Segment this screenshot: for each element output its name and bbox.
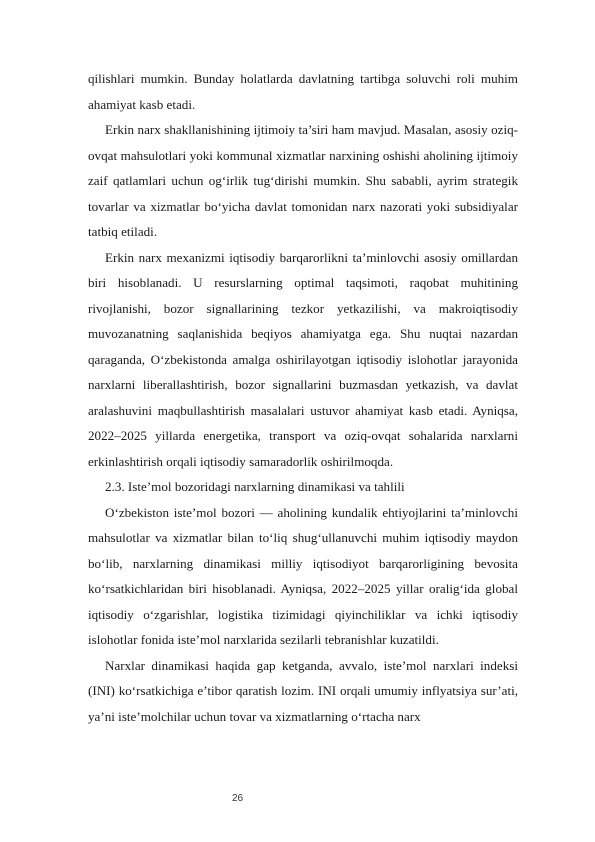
paragraph-social-impact: Erkin narx shakllanishining ijtimoiy ta’siri ham mavjud. Masalan, asosiy oziq-ovqat mahsulotlari yoki kommunal xizmatlar narxining oshishi aholining ijtimoiy zaif qatlamlari uchun og‘irlik tug‘dirishi mumkin. Shu sababli, ayrim strategik tovarlar va xizmatlar bo‘yicha davlat tomonidan narx nazorati yoki subsidiyalar tatbiq etiladi. — [88, 122, 518, 239]
page-number: 26 — [232, 793, 244, 804]
paragraph-price-dynamics: Narxlar dinamikasi haqida gap ketganda, avvalo, iste’mol narxlari indeksi (INI) ko‘rsatkichiga e’tibor qaratish lozim. INI orqali umumiy inflyatsiya sur’ati, ya’ni iste’molchilar uchun tovar va xizmatlarning o‘rtacha narx — [88, 657, 518, 724]
document-body — [88, 66, 518, 729]
paragraph-continuation: qilishlari mumkin. Bunday holatlarda davlatning tartibga soluvchi roli muhim ahamiyat kasb etadi. — [88, 71, 518, 112]
section-heading: 2.3. Iste’mol bozoridagi narxlarning dinamikasi va tahlili — [105, 479, 405, 494]
paragraph-consumer-market: O‘zbekiston iste’mol bozori — aholining kundalik ehtiyojlarini ta’minlovchi mahsulotlar va xizmatlar bilan to‘liq shug‘ullanuvchi muhim iqtisodiy maydon bo‘lib, narxlarning dinamikasi milliy iqtisodiyot barqarorligining bevosita ko‘rsatkichlaridan biri hisoblanadi. Ayniqsa, 2022–2025 yillar oralig‘ida global iqtisodiy o‘zgarishlar, logistika tizimidagi qiyinchiliklar va ichki iqtisodiy islohotlar fonida iste’mol narxlarida sezilarli tebranishlar kuzatildi. — [88, 504, 518, 647]
paragraph-free-price-mechanism: Erkin narx mexanizmi iqtisodiy barqarorlikni ta’minlovchi asosiy omillardan biri hisoblanadi. U resurslarning optimal taqsimoti, raqobat muhitining rivojlanishi, bozor signallarining tezkor yetkazilishi, va makroiqtisodiy muvozanatning saqlanishida beqiyos ahamiyatga ega. Shu nuqtai nazardan qaraganda, O‘zbekistonda amalga oshirilayotgan iqtisodiy islohotlar jarayonida narxlarni liberallashtirish, bozor signallarini buzmasdan yetkazish, va davlat aralashuvini maqbullashtirish masalalari ustuvor ahamiyat kasb etadi. Ayniqsa, 2022–2025 yillarda energetika, transport va oziq-ovqat sohalarida narxlarni erkinlashtirish orqali iqtisodiy samaradorlik oshirilmoqda. — [88, 249, 518, 469]
